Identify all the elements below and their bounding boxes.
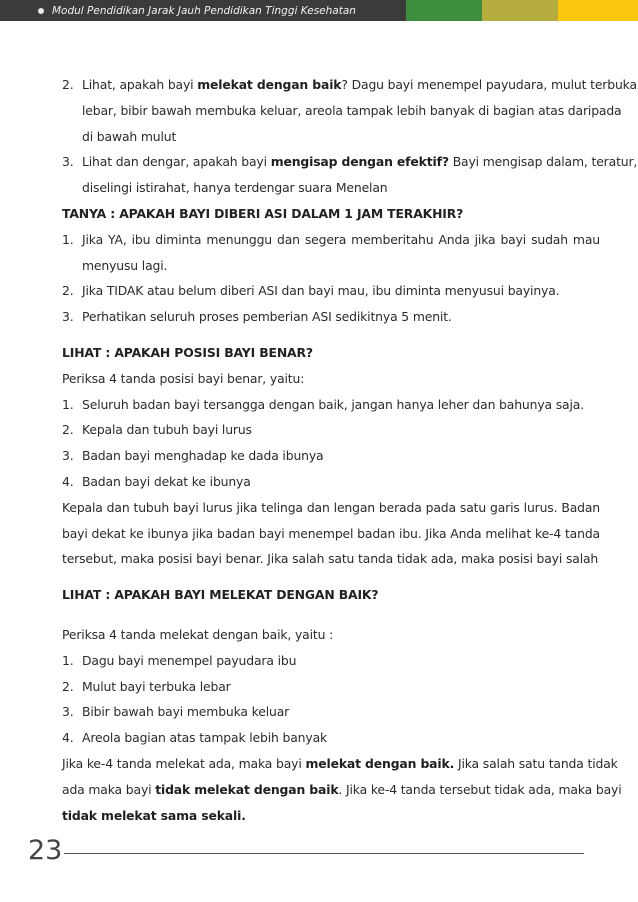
spacer xyxy=(62,330,600,340)
list-item-text: Badan bayi menghadap ke dada ibunya xyxy=(82,448,324,464)
list-number: 1. xyxy=(62,652,74,668)
list-item-text: Mulut bayi terbuka lebar xyxy=(82,678,231,694)
paragraph-text: bayi dekat ke ibunya jika badan bayi menempel badan ibu. Jika Anda melihat ke-4 tanda xyxy=(62,525,600,541)
list-item xyxy=(62,443,600,469)
page-header xyxy=(0,0,638,21)
list-number: 2. xyxy=(62,422,74,438)
header-color-block-yellow xyxy=(558,0,638,21)
header-color-block-green xyxy=(406,0,482,21)
list-number: 2. xyxy=(62,77,74,92)
list-number: 3. xyxy=(62,448,74,464)
text-run: Lihat, apakah bayi xyxy=(82,77,198,92)
bold-text: melekat dengan baik xyxy=(197,77,342,92)
list-item-text: Seluruh badan bayi tersangga dengan baik, jangan hanya leher dan bahunya saja. xyxy=(82,396,585,412)
list-item xyxy=(62,725,600,751)
paragraph-text: tersebut, maka posisi bayi benar. Jika salah satu tanda tidak ada, maka posisi bayi salah xyxy=(62,551,599,567)
list-number: 3. xyxy=(62,309,74,325)
list-number: 4. xyxy=(62,730,74,746)
footer-divider xyxy=(64,853,584,854)
list-item xyxy=(62,648,600,674)
list-item-text: di bawah mulut xyxy=(82,128,177,144)
list-item-text: Kepala dan tubuh bayi lurus xyxy=(82,422,252,438)
list-item-text: Bibir bawah bayi membuka keluar xyxy=(82,704,290,720)
list-item-text xyxy=(62,149,638,175)
list-item-text: Jika YA, ibu diminta menunggu dan segera memberitahu Anda jika bayi sudah mau xyxy=(82,231,600,247)
list-item xyxy=(62,417,600,443)
section-heading: TANYA : APAKAH BAYI DIBERI ASI DALAM 1 JAM TERAKHIR? xyxy=(62,205,464,221)
list-number: 4. xyxy=(62,473,74,489)
list-item-text: diselingi istirahat, hanya terdengar suara Menelan xyxy=(82,180,388,196)
section-heading: LIHAT : APAKAH POSISI BAYI BENAR? xyxy=(62,344,313,360)
paragraph-text: Periksa 4 tanda melekat dengan baik, yaitu : xyxy=(62,626,334,642)
list-number: 1. xyxy=(62,396,74,412)
header-color-block-olive xyxy=(482,0,558,21)
list-item-text: Dagu bayi menempel payudara ibu xyxy=(82,652,297,668)
bold-text: tidak melekat sama sekali. xyxy=(62,807,246,823)
list-number: 2. xyxy=(62,678,74,694)
page-content xyxy=(62,72,638,828)
text-run: Lihat dan dengar, apakah bayi xyxy=(82,154,271,170)
list-item xyxy=(62,304,600,330)
list-item-text: Perhatikan seluruh proses pemberian ASI sedikitnya 5 menit. xyxy=(82,309,452,325)
text-run: ? Dagu bayi menempel payudara, mulut terbuka xyxy=(341,77,637,92)
list-number: 1. xyxy=(62,231,74,247)
spacer xyxy=(62,572,600,582)
paragraph-text xyxy=(62,777,622,803)
page-footer xyxy=(28,835,584,869)
text-run: ada maka bayi xyxy=(62,781,156,797)
list-item-text: menyusu lagi. xyxy=(82,257,168,273)
list-item-text xyxy=(62,72,637,98)
paragraph-text xyxy=(62,751,618,777)
list-item xyxy=(62,392,600,418)
paragraph-text: Kepala dan tubuh bayi lurus jika telinga dan lengan berada pada satu garis lurus. Badan xyxy=(62,499,600,515)
text-run: Jika salah satu tanda tidak xyxy=(454,755,618,771)
bold-text: mengisap dengan efektif? xyxy=(270,154,449,170)
text-run: . Jika ke-4 tanda tersebut tidak ada, maka bayi xyxy=(338,781,622,797)
header-title-bar xyxy=(0,0,406,21)
page-number: 23 xyxy=(28,835,63,866)
list-item-text: Areola bagian atas tampak lebih banyak xyxy=(82,730,328,746)
list-item xyxy=(62,278,600,304)
list-item-text: lebar, bibir bawah membuka keluar, areola tampak lebih banyak di bagian atas daripada xyxy=(82,102,622,118)
list-item-text: Jika TIDAK atau belum diberi ASI dan bayi mau, ibu diminta menyusui bayinya. xyxy=(82,283,560,299)
text-run: Jika ke-4 tanda melekat ada, maka bayi xyxy=(62,755,306,771)
bullet-dot-icon xyxy=(38,8,44,14)
list-number: 3. xyxy=(62,704,74,720)
list-item xyxy=(62,149,638,201)
paragraph-text xyxy=(62,803,600,829)
list-item xyxy=(62,72,637,149)
list-item xyxy=(62,469,600,495)
bold-text: tidak melekat dengan baik xyxy=(155,781,339,797)
list-number: 3. xyxy=(62,154,74,170)
list-item xyxy=(62,227,600,279)
spacer xyxy=(62,608,600,622)
bold-text: melekat dengan baik. xyxy=(305,755,455,771)
text-run: Bayi mengisap dalam, teratur, xyxy=(448,154,638,170)
list-item-text: Badan bayi dekat ke ibunya xyxy=(82,473,251,489)
section-heading: LIHAT : APAKAH BAYI MELEKAT DENGAN BAIK? xyxy=(62,587,379,603)
list-item xyxy=(62,699,600,725)
list-item xyxy=(62,674,600,700)
list-number: 2. xyxy=(62,283,74,299)
header-title: Modul Pendidikan Jarak Jauh Pendidikan Tinggi Kesehatan xyxy=(52,4,356,17)
paragraph-text: Periksa 4 tanda posisi bayi benar, yaitu: xyxy=(62,370,305,386)
